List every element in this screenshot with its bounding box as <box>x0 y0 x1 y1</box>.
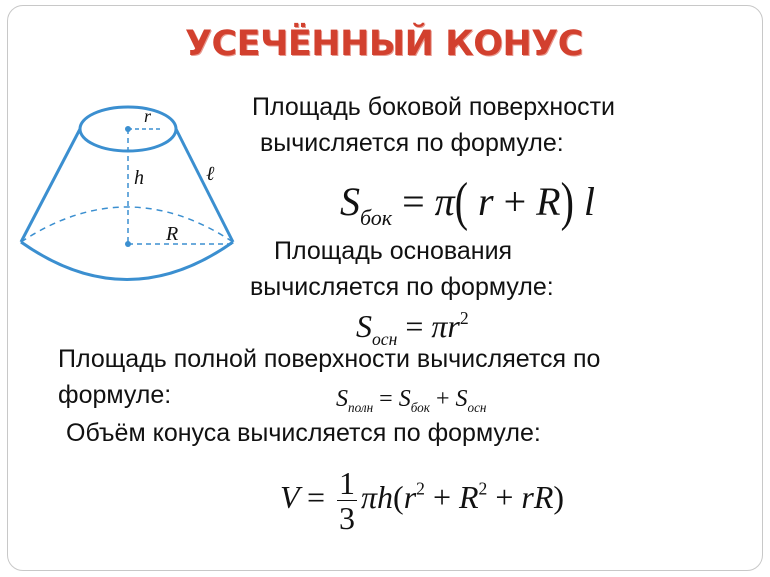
total-formula: $S_{полн} = S_{бок} + S_{осн}$ <box>336 386 487 415</box>
total-text-line1: Площадь полной поверхности вычисляется по <box>58 345 601 373</box>
lateral-text-line1: Площадь боковой поверхности <box>252 93 616 121</box>
top-center-point <box>125 126 131 132</box>
base-text-line1: Площадь основания <box>274 237 513 265</box>
bottom-front-arc <box>21 242 233 280</box>
page-title: УСЕЧЁННЫЙ КОНУС <box>185 24 583 64</box>
label-l: ℓ <box>206 163 215 185</box>
volume-text-line1: Объём конуса вычисляется по формуле: <box>66 419 541 447</box>
one-third-fraction: $\frac{1}{3}$ <box>339 465 356 536</box>
bottom-center-point <box>125 241 131 247</box>
frustum-figure <box>12 92 242 312</box>
label-R: R <box>166 223 179 245</box>
right-generatrix <box>176 129 233 242</box>
lateral-text-line2: вычисляется по формуле: <box>260 129 564 157</box>
volume-formula: V = $\frac{1}{3}$ $\pi h(r^2 + R^2 + rR)$ <box>280 465 565 536</box>
base-formula: $S_{осн} = \pi r^2$ <box>356 308 469 350</box>
label-r: r <box>144 106 152 126</box>
total-text-line2: формуле: <box>58 381 172 409</box>
label-h: h <box>134 167 144 189</box>
bottom-back-arc <box>21 207 233 242</box>
base-text-line2: вычисляется по формуле: <box>250 273 554 301</box>
lateral-formula: $S_{бок} = \pi$( r + R) l <box>340 171 596 232</box>
